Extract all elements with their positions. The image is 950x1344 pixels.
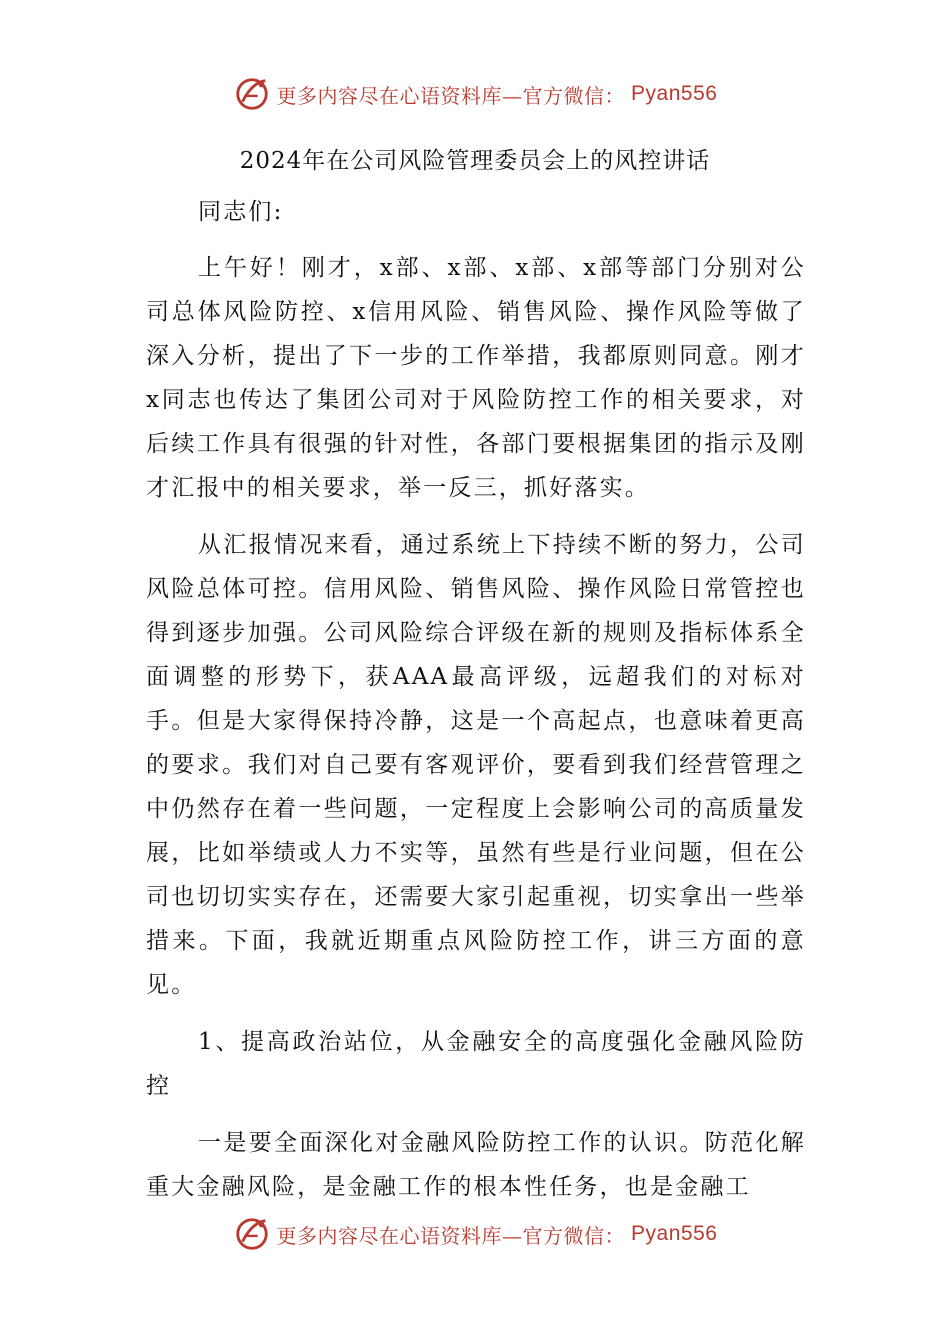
brand-logo-icon (233, 1215, 271, 1253)
brand-logo-icon (233, 75, 271, 113)
watermark-footer (0, 1212, 950, 1256)
greeting: 同志们: (198, 199, 284, 225)
watermark-text: 更多内容尽在心语资料库—官方微信： (276, 83, 626, 108)
watermark-header (0, 72, 950, 116)
watermark-wechat-id: Pyan556 (631, 1222, 718, 1245)
document-title: 2024年在公司风险管理委员会上的风控讲话 (239, 148, 711, 174)
section-heading: 1、提高政治站位，从金融安全的高度强化金融风险防控 (146, 1029, 806, 1099)
watermark-text: 更多内容尽在心语资料库—官方微信： (276, 1223, 626, 1248)
paragraph: 一是要全面深化对金融风险防控工作的认识。防范化解重大金融风险，是金融工作的根本性任务，也是金融工 (146, 1130, 806, 1200)
paragraph: 上午好！刚才，x部、x部、x部、x部等部门分别对公司总体风险防控、x信用风险、销售风险、操作风险等做了深入分析，提出了下一步的工作举措，我都原则同意。刚才x同志也传达了集团公司对于风险防控工作的相关要求，对后续工作具有很强的针对性，各部门要根据集团的指示及刚才汇报中的相关要求，举一反三，抓好落实。 (146, 255, 806, 501)
paragraph: 从汇报情况来看，通过系统上下持续不断的努力，公司风险总体可控。信用风险、销售风险、操作风险日常管控也得到逐步加强。公司风险综合评级在新的规则及指标体系全面调整的形势下，获AAA最高评级，远超我们的对标对手。但是大家得保持冷静，这是一个高起点，也意味着更高的要求。我们对自己要有客观评价，要看到我们经营管理之中仍然存在着一些问题，一定程度上会影响公司的高质量发展，比如举绩或人力不实等，虽然有些是行业问题，但在公司也切切实实存在，还需要大家引起重视，切实拿出一些举措来。下面，我就近期重点风险防控工作，讲三方面的意见。 (146, 532, 806, 998)
watermark-wechat-id: Pyan556 (631, 82, 718, 105)
document-body (146, 190, 806, 1222)
